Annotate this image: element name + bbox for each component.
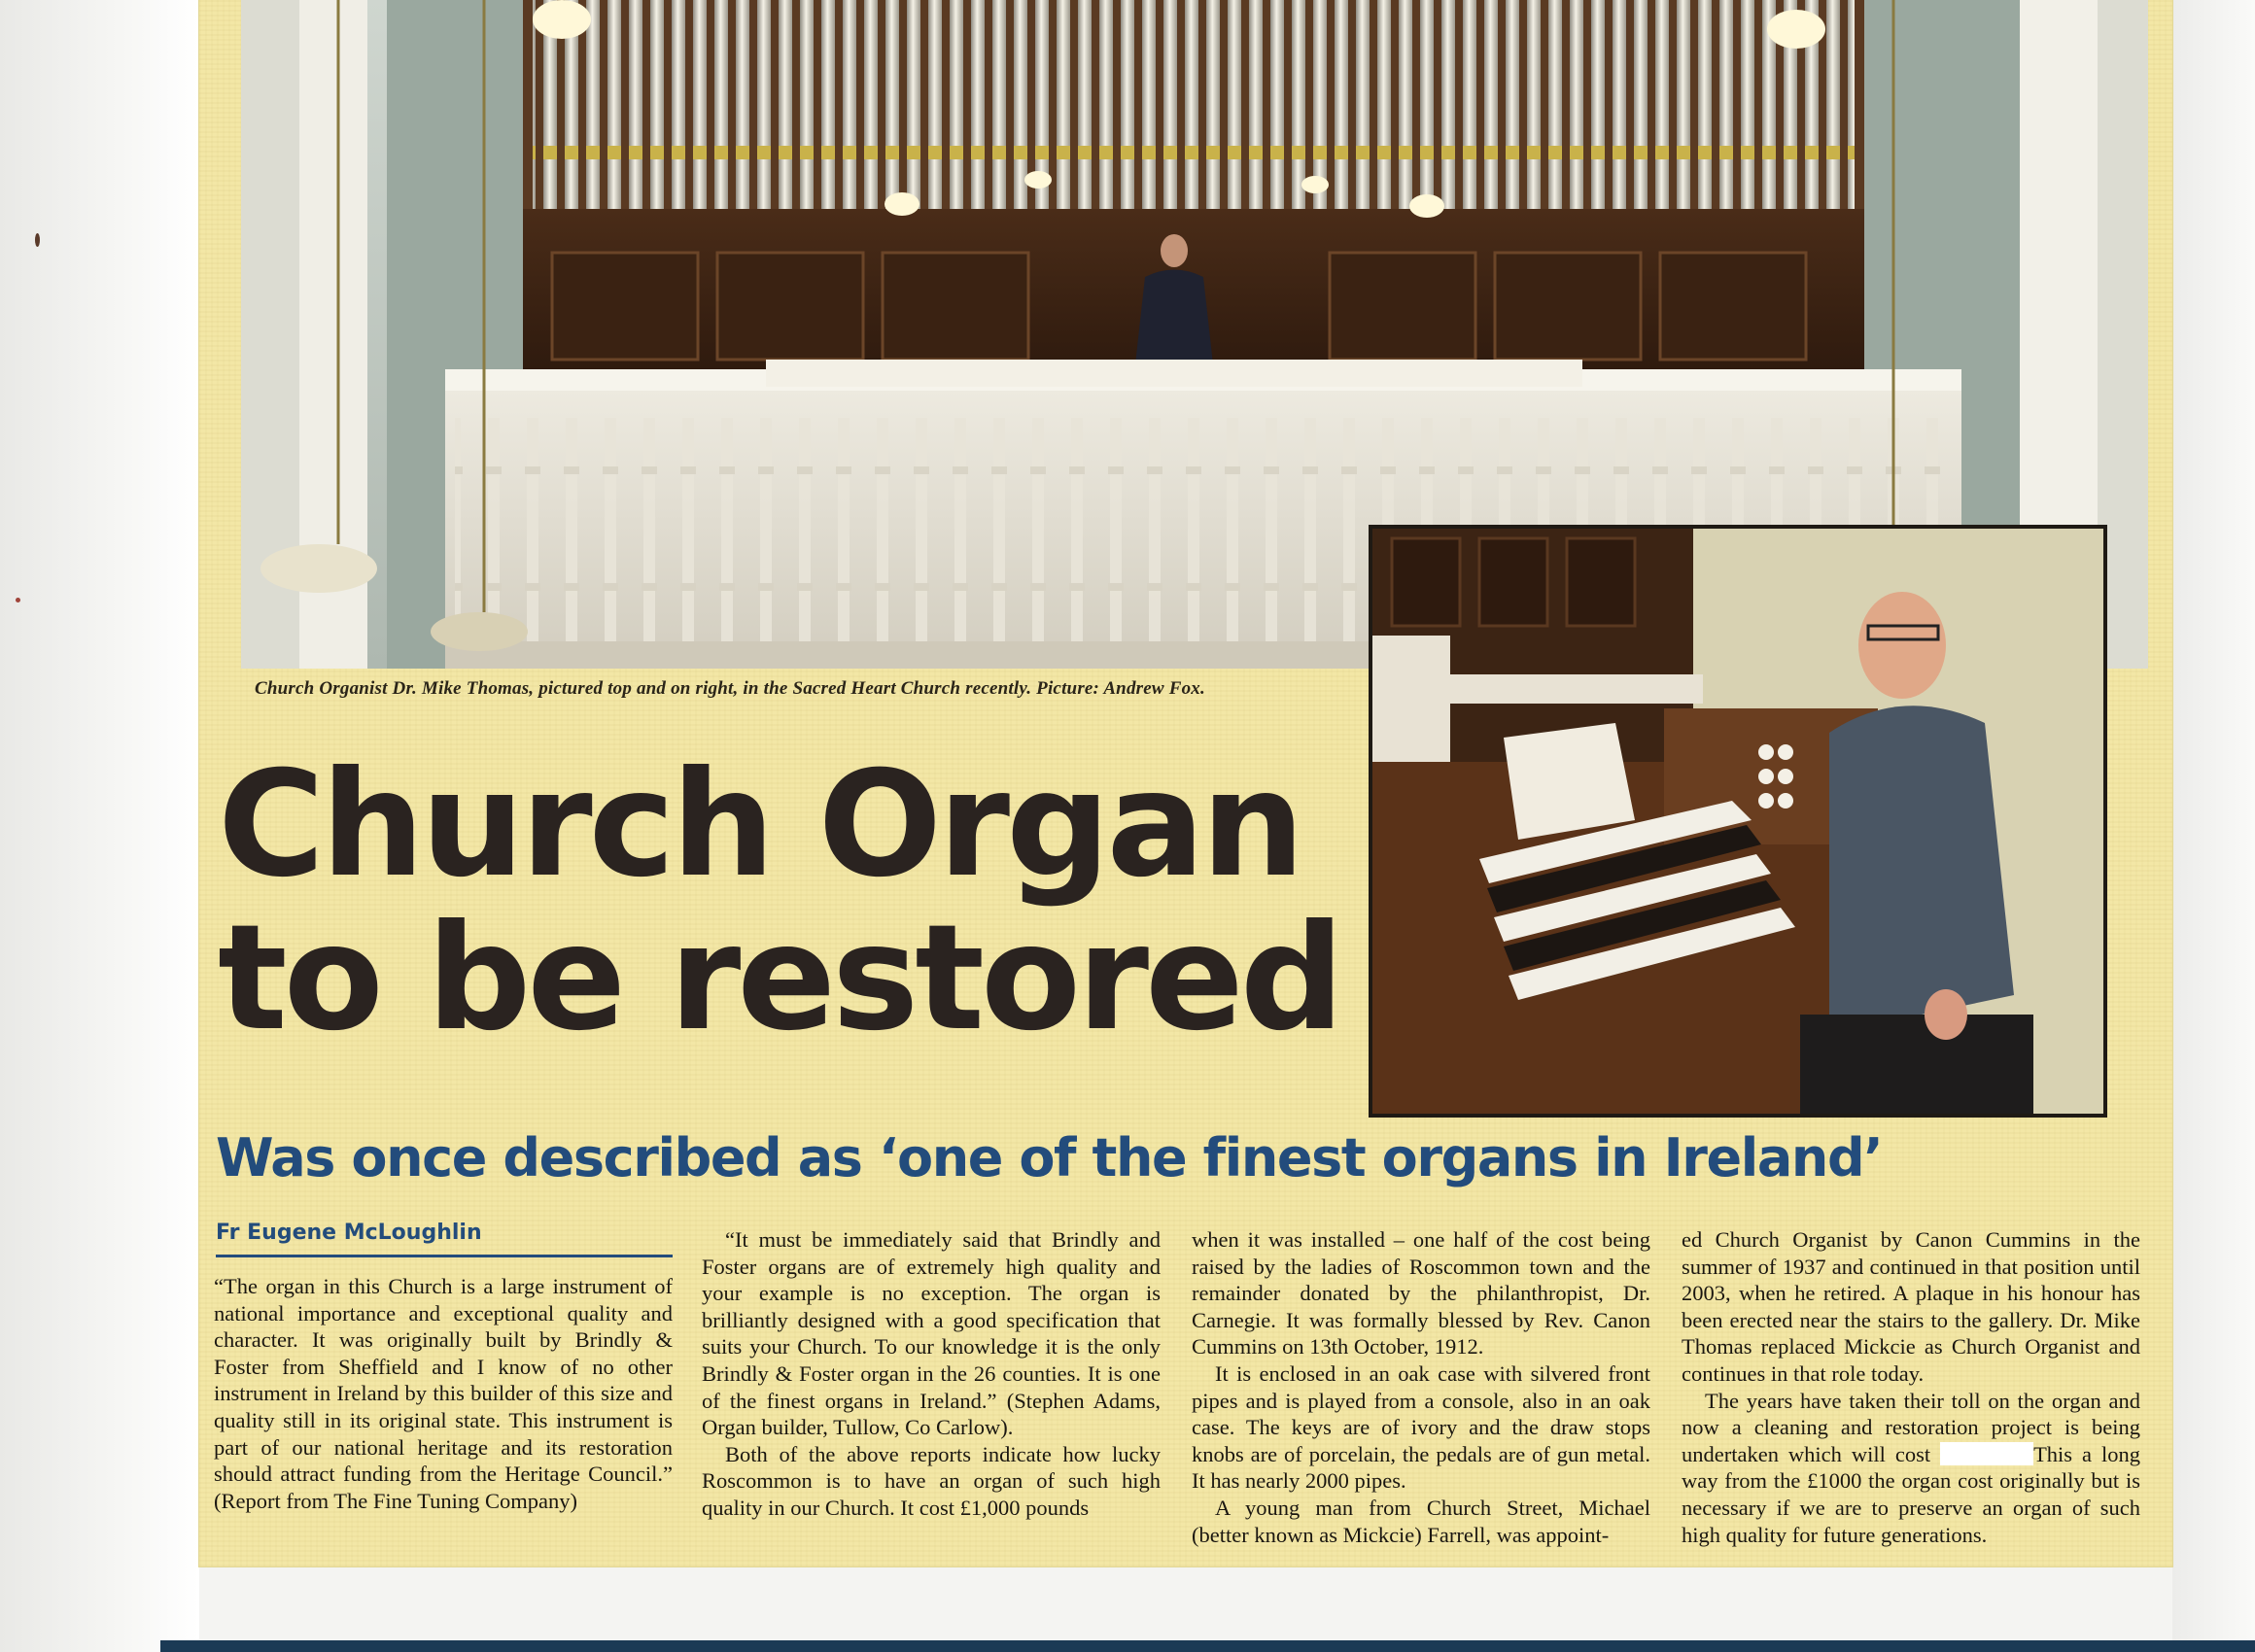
scan-margin-right	[2172, 0, 2255, 1652]
headline	[218, 740, 1345, 1063]
paragraph: A young man from Church Street, Michael (better known as Mickcie) Farrell, was appoint-	[1192, 1495, 1650, 1547]
article-column-3	[1192, 1226, 1650, 1548]
organist-console-photo	[1369, 525, 2107, 1118]
paragraph: “The organ in this Church is a large instrument of national importance and exceptional quality and character. It was originally built by Brindly & Foster from Sheffield and I know of no other instrument in Ireland by this builder of this size and quality still in its original state. This instrument is part of our national heritage and its restoration should attract funding from the Heritage Council.” (Report from The Fine Tuning Company)	[214, 1274, 673, 1513]
redaction-box	[1940, 1442, 2033, 1465]
byline: Fr Eugene McLoughlin	[216, 1221, 673, 1257]
paragraph: “It must be immediately said that Brindly and Foster organs are of extremely high quality and your example is no exception. The organ is brilliantly designed with a good specification that suits your Church. To our knowledge it is the only Brindly & Foster organ in the 26 counties. It is one of the finest organs in Ireland.” (Stephen Adams, Organ builder, Tullow, Co Carlow).	[702, 1227, 1161, 1440]
paragraph: ed Church Organist by Canon Cummins in the summer of 1937 and continued in that position until 2003, when he retired. A plaque in his honour has been erected near the stairs to the gallery. Dr. Mike Thomas replaced Mickcie as Church Organist and continues in that role today.	[1682, 1227, 2140, 1386]
paragraph: when it was installed – one half of the cost being raised by the ladies of Roscommon town and the remainder donated by the philanthropist, Dr. Carnegie. It was formally blessed by Rev. Canon Cummins on 13th October, 1912.	[1192, 1227, 1650, 1359]
article-column-1	[214, 1273, 673, 1514]
article-column-4	[1682, 1226, 2140, 1548]
paragraph-part: The years have taken their toll on the organ and now a cleaning and restoration project is being undertaken which will cost	[1682, 1388, 2140, 1466]
paragraph: It is enclosed in an oak case with silvered front pipes and is played from a console, also in an oak case. The keys are of ivory and the draw stops knobs are of porcelain, the pedals are of gun metal. It has nearly 2000 pipes.	[1192, 1360, 1650, 1494]
next-page-edge	[160, 1640, 2255, 1652]
paragraph-part: This a long way from the £1000 the organ cost originally but is necessary if we are to preserve an organ of such high quality for future generations.	[1682, 1441, 2140, 1547]
scan-speck	[35, 233, 40, 247]
article-column-2	[702, 1226, 1161, 1522]
photo-caption: Church Organist Dr. Mike Thomas, pictured top and on right, in the Sacred Heart Church recently. Picture: Andrew Fox.	[255, 678, 1205, 699]
subheadline: Was once described as ‘one of the finest organs in Ireland’	[216, 1127, 1883, 1188]
paragraph: Both of the above reports indicate how lucky Roscommon is to have an organ of such high quality in our Church. It cost £1,000 pounds	[702, 1441, 1161, 1520]
headline-line-2: to be restored	[218, 894, 1341, 1063]
paragraph	[1682, 1388, 2140, 1549]
headline-line-1: Church Organ	[218, 740, 1301, 910]
scan-margin-left	[0, 0, 199, 1652]
scan-speck	[16, 598, 20, 602]
